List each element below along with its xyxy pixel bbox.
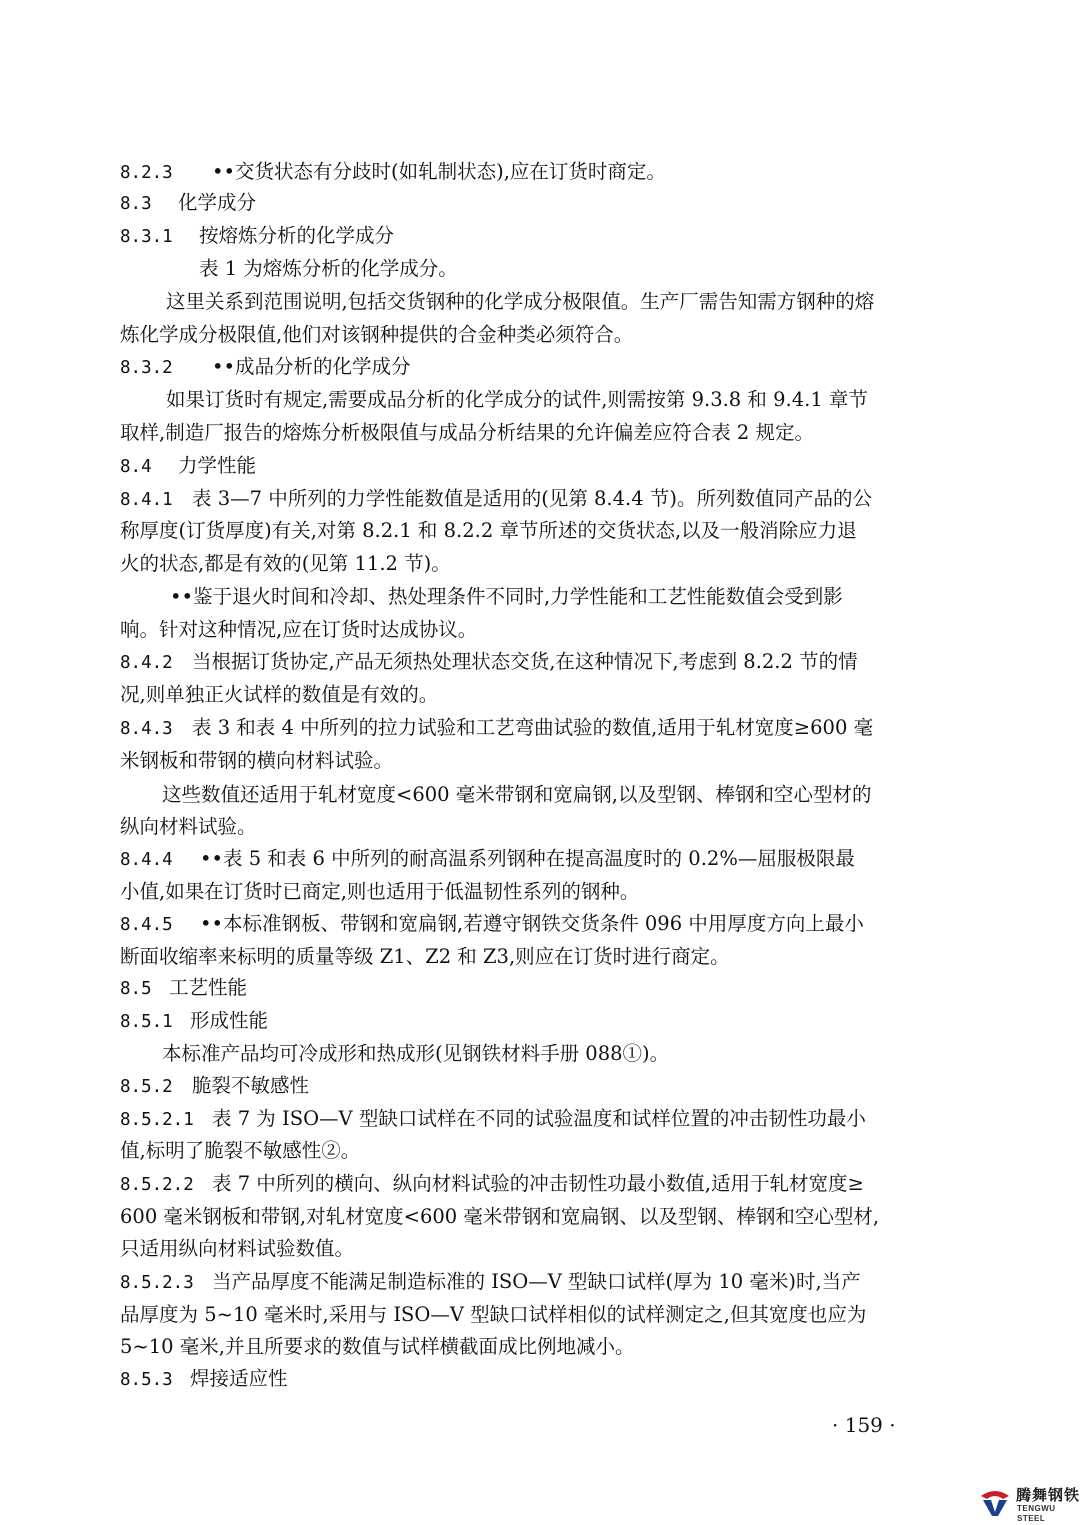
section-number: 8.4 [120,457,152,477]
line-text: 力学性能 [178,454,257,477]
text-line [120,1104,866,1135]
tengwu-logo-icon [978,1488,1012,1518]
line-text: 品厚度为 5~10 毫米时,采用与 ISO—V 型缺口试样相似的试样测定之,但其宽度也应为 [120,1303,867,1326]
text-line [166,287,874,317]
text-line [120,484,872,515]
text-line [199,254,458,284]
section-number: 8.5.2 [120,1077,173,1097]
line-text: 纵向材料试验。 [120,815,257,838]
text-line [120,516,857,546]
line-text: 化学成分 [178,191,257,214]
text-line [120,1300,866,1330]
section-number: 8.4.2 [120,653,173,673]
text-line [162,780,871,810]
line-text: 按熔炼分析的化学成分 [199,224,395,247]
text-line [120,352,411,383]
section-number: 8.2.3 [120,163,173,183]
page-number: · 159 · [832,1413,896,1437]
text-line [120,1332,634,1362]
section-number: 8.5.1 [120,1012,173,1032]
text-line [120,942,730,972]
line-text: ••本标准钢板、带钢和宽扁钢,若遵守钢铁交货条件 096 中用厚度方向上最小 [200,912,864,935]
text-line [120,1364,288,1395]
text-line [120,157,666,188]
text-line [120,1136,360,1166]
section-number: 8.5.2.2 [120,1175,194,1195]
section-number: 8.5.2.3 [120,1273,194,1293]
line-text: 形成性能 [190,1009,269,1032]
line-text: 表 3—7 中所列的力学性能数值是适用的(见第 8.4.4 节)。所列数值同产品的公 [192,487,872,510]
text-line [120,1234,354,1264]
watermark-en: TENGWU STEEL [1017,1504,1056,1523]
watermark-logo [978,1486,1084,1523]
text-line [120,680,438,710]
line-text: 当根据订货协定,产品无须热处理状态交货,在这种情况下,考虑到 8.2.2 节的情 [192,650,858,673]
text-line [120,713,873,744]
section-number: 8.4.5 [120,915,173,935]
line-text: 况,则单独正火试样的数值是有效的。 [120,683,439,706]
text-line [120,973,247,1004]
line-text: 如果订货时有规定,需要成品分析的化学成分的试件,则需按第 9.3.8 和 9.4.1 章节 [166,388,868,411]
line-text: 火的状态,都是有效的(见第 11.2 节)。 [120,552,451,575]
line-text: 响。针对这种情况,应在订货时达成协议。 [120,618,478,641]
text-line [120,1169,864,1200]
watermark-cn: 腾舞钢铁 [1016,1486,1081,1504]
section-number: 8.5.2.1 [120,1110,194,1130]
line-text: ••交货状态有分歧时(如轧制状态),应在订货时商定。 [212,160,666,183]
section-number: 8.3 [120,194,152,214]
line-text: 这些数值还适用于轧材宽度<600 毫米带钢和宽扁钢,以及型钢、棒钢和空心型材的 [162,783,872,806]
section-number: 8.5 [120,979,152,999]
text-line [120,1071,309,1102]
line-text: ••鉴于退火时间和冷却、热处理条件不同时,力学性能和工艺性能数值会受到影 [170,585,843,608]
line-text: 表 7 为 ISO—V 型缺口试样在不同的试验温度和试样位置的冲击韧性功最小 [212,1107,866,1130]
section-number: 8.5.3 [120,1370,173,1390]
line-text: 称厚度(订货厚度)有关,对第 8.2.1 和 8.2.2 章节所述的交货状态,以及一般消除应力退 [120,519,857,542]
line-text: 断面收缩率来标明的质量等级 Z1、Z2 和 Z3,则应在订货时进行商定。 [120,945,730,968]
text-line [120,877,639,907]
text-line [120,320,633,350]
line-text: 这里关系到范围说明,包括交货钢种的化学成分极限值。生产厂需告知需方钢种的熔 [166,290,875,313]
section-number: 8.3.1 [120,227,173,247]
text-line [120,221,394,252]
section-number: 8.4.1 [120,490,173,510]
text-line [120,1267,861,1298]
line-text: 工艺性能 [169,976,248,999]
line-text: ••表 5 和表 6 中所列的耐高温系列钢种在提高温度时的 0.2%—屈服极限最 [200,847,855,870]
section-number: 8.4.3 [120,719,173,739]
line-text: 取样,制造厂报告的熔炼分析极限值与成品分析结果的允许偏差应符合表 2 规定。 [120,421,815,444]
line-text: 炼化学成分极限值,他们对该钢种提供的合金种类必须符合。 [120,323,634,346]
line-text: ••成品分析的化学成分 [212,355,411,378]
line-text: 表 3 和表 4 中所列的拉力试验和工艺弯曲试验的数值,适用于轧材宽度≥600 毫 [192,716,874,739]
line-text: 600 毫米钢板和带钢,对轧材宽度<600 毫米带钢和宽扁钢、以及型钢、棒钢和空心型材, [120,1205,880,1228]
line-text: 米钢板和带钢的横向材料试验。 [120,749,394,772]
text-line [162,1039,669,1069]
section-number: 8.4.4 [120,850,173,870]
line-text: 表 1 为熔炼分析的化学成分。 [199,257,458,280]
line-text: 值,标明了脆裂不敏感性②。 [120,1139,361,1162]
text-line [120,549,451,579]
line-text: 5~10 毫米,并且所要求的数值与试样横截面成比例地减小。 [120,1335,635,1358]
text-line [170,582,843,612]
text-line [120,647,858,678]
text-line [166,385,868,415]
text-line [120,451,256,482]
text-line [120,844,855,875]
text-line [120,188,256,219]
section-number: 8.3.2 [120,358,173,378]
text-line [120,615,477,645]
text-line [120,1006,268,1037]
line-text: 脆裂不敏感性 [192,1074,310,1097]
line-text: 小值,如果在订货时已商定,则也适用于低温韧性系列的钢种。 [120,880,640,903]
line-text: 本标准产品均可冷成形和热成形(见钢铁材料手册 088①)。 [162,1042,670,1065]
line-text: 焊接适应性 [190,1367,288,1390]
text-line [120,812,257,842]
text-line [120,746,393,776]
text-line [120,1202,879,1232]
line-text: 表 7 中所列的横向、纵向材料试验的冲击韧性功最小数值,适用于轧材宽度≥ [212,1172,864,1195]
line-text: 当产品厚度不能满足制造标准的 ISO—V 型缺口试样(厚为 10 毫米)时,当产 [212,1270,861,1293]
text-line [120,418,814,448]
line-text: 只适用纵向材料试验数值。 [120,1237,355,1260]
text-line [120,909,864,940]
